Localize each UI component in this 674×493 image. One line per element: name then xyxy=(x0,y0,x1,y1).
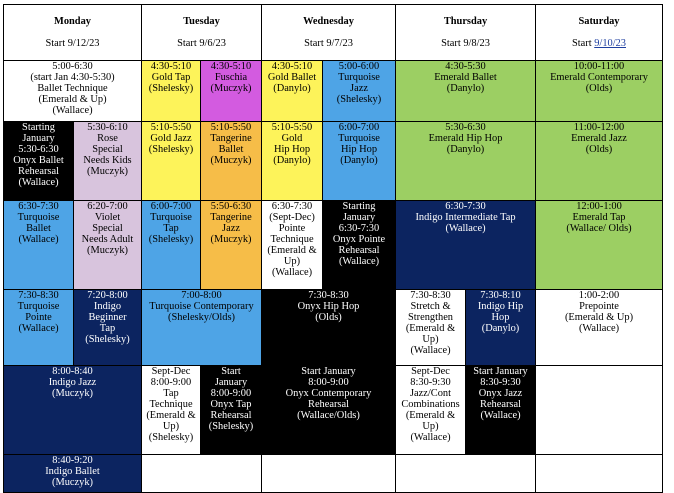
empty-cell xyxy=(396,455,536,493)
day-name: Saturday xyxy=(578,16,620,27)
class-cell: 10:00-11:00 Emerald Contemporary (Olds) xyxy=(536,61,663,122)
day-name: Monday xyxy=(54,16,91,27)
class-cell: 6:30-7:30 (Sept-Dec) Pointe Technique (Emerald & Up) (Wallace) xyxy=(262,201,323,290)
start-date xyxy=(537,38,661,49)
class-cell: Sept-Dec 8:00-9:00 Tap Technique (Emerald & Up) (Shelesky) xyxy=(142,366,201,455)
class-cell: 4:30-5:10 Gold Ballet (Danylo) xyxy=(262,61,323,122)
class-cell: Starting January 6:30-7:30 Onyx Pointe Rehearsal (Wallace) xyxy=(323,201,396,290)
class-cell: 6:00-7:00 Turquoise Hip Hop (Danylo) xyxy=(323,122,396,201)
class-cell: Start January 8:00-9:00 Onyx Tap Rehearsal (Shelesky) xyxy=(201,366,262,455)
class-cell: Start January 8:30-9:30 Onyx Jazz Rehearsal (Wallace) xyxy=(466,366,536,455)
class-cell: 6:00-7:00 Turquoise Tap (Shelesky) xyxy=(142,201,201,290)
class-cell: 5:10-5:50 Gold Jazz (Shelesky) xyxy=(142,122,201,201)
class-cell: 7:30-8:10 Indigo Hip Hop (Danylo) xyxy=(466,290,536,366)
class-cell: 8:00-8:40 Indigo Jazz (Muczyk) xyxy=(4,366,142,455)
class-cell: 6:20-7:00 Violet Special Needs Adult (Muczyk) xyxy=(74,201,142,290)
class-cell: 7:00-8:00 Turquoise Contemporary (Shelesky/Olds) xyxy=(142,290,262,366)
class-cell: 5:10-5:50 Tangerine Ballet (Muczyk) xyxy=(201,122,262,201)
header-saturday xyxy=(536,5,663,61)
class-schedule-table xyxy=(3,4,663,493)
start-prefix: Start xyxy=(572,38,595,49)
class-cell: 7:30-8:30 Onyx Hip Hop (Olds) xyxy=(262,290,396,366)
class-cell: 7:20-8:00 Indigo Beginner Tap (Shelesky) xyxy=(74,290,142,366)
empty-cell xyxy=(142,455,262,493)
empty-cell xyxy=(536,366,663,455)
class-cell: 6:30-7:30 Turquoise Ballet (Wallace) xyxy=(4,201,74,290)
start-date: Start 9/12/23 xyxy=(45,38,100,49)
start-date: Start 9/6/23 xyxy=(177,38,226,49)
start-date: Start 9/7/23 xyxy=(304,38,353,49)
class-cell: 4:30-5:30 Emerald Ballet (Danylo) xyxy=(396,61,536,122)
day-name: Wednesday xyxy=(303,16,354,27)
class-cell: Starting January 5:30-6:30 Onyx Ballet Rehearsal (Wallace) xyxy=(4,122,74,201)
class-cell: 4:30-5:10 Fuschia (Muczyk) xyxy=(201,61,262,122)
class-cell: 5:10-5:50 Gold Hip Hop (Danylo) xyxy=(262,122,323,201)
day-name: Tuesday xyxy=(183,16,220,27)
class-cell: 4:30-5:10 Gold Tap (Shelesky) xyxy=(142,61,201,122)
header-thursday xyxy=(396,5,536,61)
class-cell: 12:00-1:00 Emerald Tap (Wallace/ Olds) xyxy=(536,201,663,290)
class-cell: 1:00-2:00 Prepointe (Emerald & Up) (Wallace) xyxy=(536,290,663,366)
class-cell: 5:30-6:30 Emerald Hip Hop (Danylo) xyxy=(396,122,536,201)
class-cell: 5:30-6:10 Rose Special Needs Kids (Muczyk) xyxy=(74,122,142,201)
class-cell: 8:40-9:20 Indigo Ballet (Muczyk) xyxy=(4,455,142,493)
empty-cell xyxy=(262,455,396,493)
class-cell: 5:00-6:30 (start Jan 4:30-5:30) Ballet Technique (Emerald & Up) (Wallace) xyxy=(4,61,142,122)
empty-cell xyxy=(536,455,663,493)
header-wednesday xyxy=(262,5,396,61)
class-cell: 5:50-6:30 Tangerine Jazz (Muczyk) xyxy=(201,201,262,290)
start-date: Start 9/8/23 xyxy=(441,38,490,49)
day-name: Thursday xyxy=(443,16,488,27)
class-cell: 7:30-8:30 Stretch & Strengthen (Emerald & Up) (Wallace) xyxy=(396,290,466,366)
class-cell: 5:00-6:00 Turquoise Jazz (Shelesky) xyxy=(323,61,396,122)
class-cell: 6:30-7:30 Indigo Intermediate Tap (Wallace) xyxy=(396,201,536,290)
class-cell: 7:30-8:30 Turquoise Pointe (Wallace) xyxy=(4,290,74,366)
header-tuesday xyxy=(142,5,262,61)
start-date-link[interactable]: 9/10/23 xyxy=(594,38,626,49)
class-cell: Start January 8:00-9:00 Onyx Contemporary Rehearsal (Wallace/Olds) xyxy=(262,366,396,455)
header-monday xyxy=(4,5,142,61)
class-cell: Sept-Dec 8:30-9:30 Jazz/Cont Combinations (Emerald & Up) (Wallace) xyxy=(396,366,466,455)
class-cell: 11:00-12:00 Emerald Jazz (Olds) xyxy=(536,122,663,201)
